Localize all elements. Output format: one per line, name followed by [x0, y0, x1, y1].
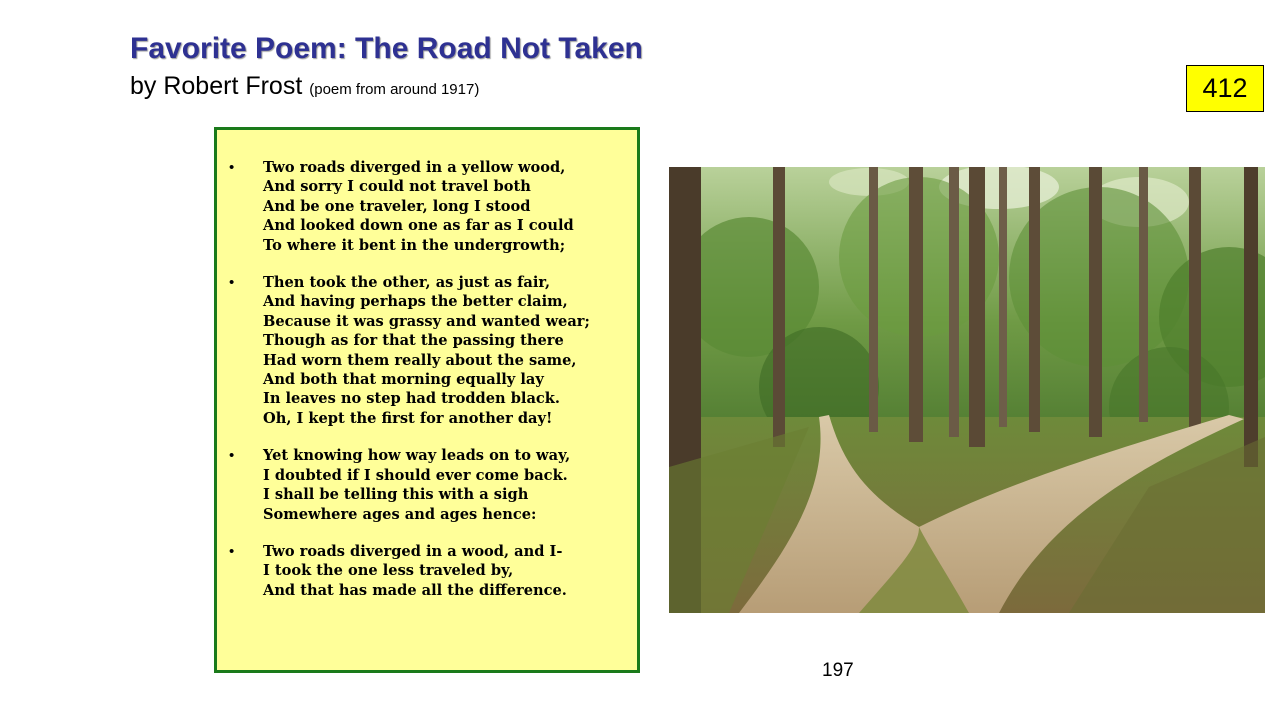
poem-stanza — [227, 273, 637, 428]
poem-line: Somewhere ages and ages hence: — [263, 505, 537, 523]
poem-line: I took the one less traveled by, — [263, 562, 514, 580]
poem-line: And both that morning equally lay — [263, 371, 544, 389]
bullet-icon: • — [229, 159, 235, 176]
poem-stanza — [227, 542, 637, 600]
poem-line: Though as for that the passing there — [263, 332, 564, 350]
poem-line: To where it bent in the undergrowth; — [263, 236, 566, 254]
bullet-icon: • — [229, 542, 235, 560]
stanza-lines — [263, 446, 570, 524]
poem-line: Had worn them really about the same, — [263, 351, 577, 369]
bullet-icon: • — [229, 447, 235, 465]
poem-line: Two roads diverged in a yellow wood, — [263, 159, 566, 176]
date-note: (poem from around 1917) — [309, 81, 480, 98]
page-number: 197 — [822, 660, 854, 681]
poem-line: Two roads diverged in a wood, and I- — [263, 542, 563, 560]
poem-stanza — [227, 446, 637, 524]
poem-line: And be one traveler, long I stood — [263, 197, 531, 215]
author-text: by Robert Frost — [130, 72, 303, 100]
poem-stanza — [227, 158, 637, 255]
poem-line: And that has made all the difference. — [263, 581, 567, 599]
poem-line: Then took the other, as just as fair, — [263, 274, 551, 292]
poem-line: I doubted if I should ever come back. — [263, 466, 568, 484]
poem-line: And looked down one as far as I could — [263, 217, 574, 235]
poem-line: Because it was grassy and wanted wear; — [263, 312, 590, 330]
bullet-icon: • — [229, 274, 235, 292]
poem-box — [214, 127, 640, 673]
stanza-lines — [263, 273, 590, 428]
stanza-lines — [263, 542, 567, 600]
byline — [130, 72, 479, 101]
poem-line: In leaves no step had trodden black. — [263, 390, 560, 408]
poem-line: And sorry I could not travel both — [263, 178, 531, 196]
poem-line: Yet knowing how way leads on to way, — [263, 447, 571, 465]
poem-line: Oh, I kept the first for another day! — [263, 409, 553, 427]
forest-path-photo — [669, 167, 1265, 613]
poem-line: I shall be telling this with a sigh — [263, 486, 529, 504]
page-title: Favorite Poem: The Road Not Taken — [130, 32, 643, 65]
slide-number-badge: 412 — [1186, 65, 1264, 112]
poem-line: And having perhaps the better claim, — [263, 293, 568, 311]
stanza-lines — [263, 158, 574, 255]
